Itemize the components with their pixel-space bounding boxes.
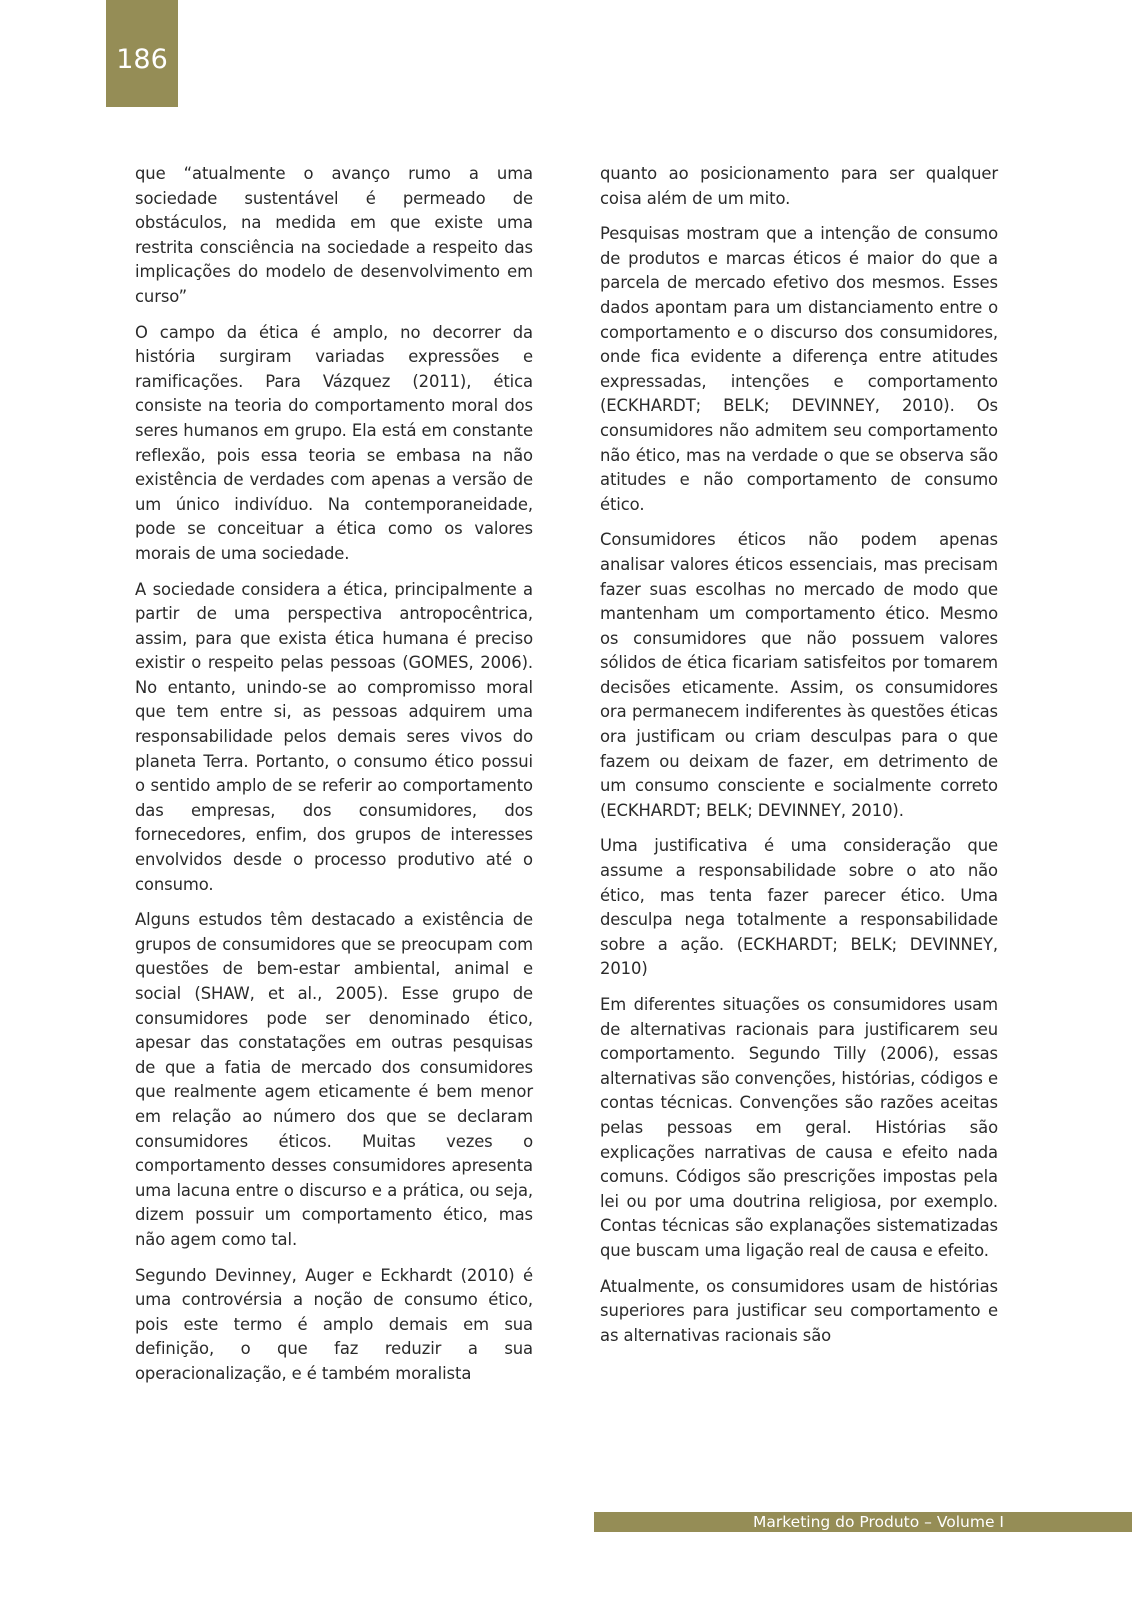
right-paragraph-5: Em diferentes situações os consumidores usam de alternativas racionais para justificarem seu comportamento. Segundo Tilly (2006), essas alternativas são convenções, histórias, códigos e contas técnicas. Convenções são razões aceitas pelas pessoas em geral. Histórias são explicações narrativas de causa e efeito nada comuns. Códigos são prescrições impostas pela lei ou por uma doutrina religiosa, por exemplo. Contas técnicas são explanações sistematizadas que buscam uma ligação real de causa e efeito.	[600, 995, 998, 1260]
right-paragraph-3: Consumidores éticos não podem apenas analisar valores éticos essenciais, mas precisam fazer suas escolhas no mercado de modo que mantenham um comportamento ético. Mesmo os consumidores que não possuem valores sólidos de ética ficariam satisfeitos por tomarem decisões eticamente. Assim, os consumidores ora permanecem indiferentes às questões éticas ora justificam ou criam desculpas para o que fazem ou deixam de fazer, em detrimento de um consumo consciente e socialmente correto (ECKHARDT; BELK; DEVINNEY, 2010).	[600, 530, 998, 820]
right-column	[600, 162, 998, 1359]
left-paragraph-2: O campo da ética é amplo, no decorrer da história surgiram variadas expressões e ramificações. Para Vázquez (2011), ética consiste na teoria do comportamento moral dos seres humanos em grupo. Ela está em constante reflexão, pois essa teoria se embasa na não existência de verdades com apenas a versão de um único indivíduo. Na contemporaneidade, pode se conceituar a ética como os valores morais de uma sociedade.	[135, 322, 533, 563]
footer-title: Marketing do Produto – Volume I	[753, 1513, 1004, 1531]
right-paragraph-2: Pesquisas mostram que a intenção de consumo de produtos e marcas éticos é maior do que a parcela de mercado efetivo dos mesmos. Esses dados apontam para um distanciamento entre o comportamento e o discurso dos consumidores, onde fica evidente a diferença entre atitudes expressadas, intenções e comportamento (ECKHARDT; BELK; DEVINNEY, 2010). Os consumidores não admitem seu comportamento não ético, mas na verdade o que se observa são atitudes e não comportamento de consumo ético.	[600, 224, 998, 514]
footer-bar	[594, 1512, 1132, 1532]
right-paragraph-1: quanto ao posicionamento para ser qualquer coisa além de um mito.	[600, 164, 998, 208]
left-paragraph-5: Segundo Devinney, Auger e Eckhardt (2010) é uma controvérsia a noção de consumo ético, pois este termo é amplo demais em sua definição, o que faz reduzir a sua operacionalização, e é também moralista	[135, 1265, 533, 1383]
left-paragraph-4: Alguns estudos têm destacado a existência de grupos de consumidores que se preocupam com questões de bem-estar ambiental, animal e social (SHAW, et al., 2005). Esse grupo de consumidores pode ser denominado ético, apesar das constatações em outras pesquisas de que a fatia de mercado dos consumidores que realmente agem eticamente é bem menor em relação ao número dos que se declaram consumidores éticos. Muitas vezes o comportamento desses consumidores apresenta uma lacuna entre o discurso e a prática, ou seja, dizem possuir um comportamento ético, mas não agem como tal.	[135, 910, 533, 1249]
right-paragraph-6: Atualmente, os consumidores usam de histórias superiores para justificar seu comportamento e as alternativas racionais são	[600, 1276, 998, 1345]
left-paragraph-3: A sociedade considera a ética, principalmente a partir de uma perspectiva antropocêntrica, assim, para que exista ética humana é preciso existir o respeito pelas pessoas (GOMES, 2006). No entanto, unindo-se ao compromisso moral que tem entre si, as pessoas adquirem uma responsabilidade pelos demais seres vivos do planeta Terra. Portanto, o consumo ético possui o sentido amplo de se referir ao comportamento das empresas, dos consumidores, dos fornecedores, enfim, dos grupos de interesses envolvidos desde o processo produtivo até o consumo.	[135, 579, 533, 894]
right-paragraph-4: Uma justificativa é uma consideração que assume a responsabilidade sobre o ato não ético, mas tenta fazer parecer ético. Uma desculpa nega totalmente a responsabilidade sobre a ação. (ECKHARDT; BELK; DEVINNEY, 2010)	[600, 836, 998, 979]
left-column	[135, 162, 533, 1398]
page-number: 186	[116, 44, 168, 75]
page-number-tab	[106, 0, 178, 107]
left-paragraph-1: que “atualmente o avanço rumo a uma sociedade sustentável é permeado de obstáculos, na medida em que existe uma restrita consciência na sociedade a respeito das implicações do modelo de desenvolvimento em curso”	[135, 164, 533, 306]
